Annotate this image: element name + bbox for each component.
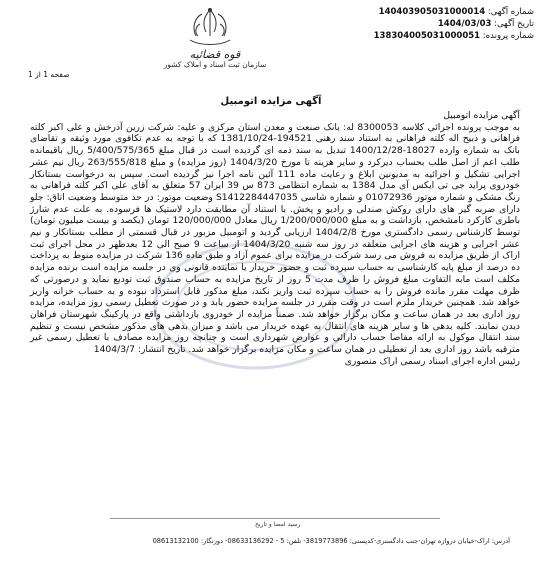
notice-date: 1404/03/03 — [437, 19, 492, 29]
notice-number-label: شماره آگهی: — [487, 7, 534, 17]
issuer-logo-text — [160, 50, 270, 70]
footer-address: آدرس: اراک-خیابان دروازه تهران-جنب دادگستری-کدپستی: 3819773896- تلفن: 5 - 08633136292- دورنگار: 08613132100 — [152, 537, 510, 545]
logo-line-1: قوه قضائیه — [189, 48, 241, 61]
notice-date-label: تاریخ آگهی: — [494, 19, 534, 29]
notice-number-row — [334, 6, 534, 18]
body-paragraph: به موجب پرونده اجرائی کلاسه 8300053 له: بانک صنعت و معدن استان مرکزی و علیه: شرکت زرین آذرخش و علی اکبر کلته فراهانی و ذبیح اله کلته فراهانی به استناد سند رهنی 194521-1381/10/24 که با توجه به عدم تکافوی مورد وثیقه و تقاضای بانک به شماره وارده 18027-1400/12/28 تبدیل به سند ذمه ای گردیده است در قبال مبلغ 5/400/575/365 ریال باقیمانده طلب اعم از اصل طلب بحساب دیرکرد و سایر هزینه تا مورخ 1404/3/20 (روز مزایده) و مبلغ 263/555/818 ریال نیم عشر اجرایی تشکیل و اجرائیه به مدیونین ابلاغ و رعایت ماده 111 آئین نامه اجرا نیز گردیده است. سپس به درخواست بستانکار خودروی پراید جی تی ایکس آی مدل 1384 به شماره انتظامی 873 س 39 ایران 57 متعلق به آقای علی اکبر کلته فراهانی به رنگ مشکی و شماره موتور 01072936 و شماره شاسی S1412284447035 وضعیت موتور: در حد متوسط وضعیت اتاق: جلو دارای ضربه گیر های دارای روکش صندلی و رادیو و پخش. با استناد آن مطابقت دارد لاستیک ها فرسوده. به علت عدم شارژ باطری کارکرد نامشخص، بازداشت و به مبلغ 1/200/000/000 ریال معادل 120/000/000 تومان (یکصد و بیست میلیون تومان) توسط کارشناس رسمی دادگستری مورخ 1404/2/8 ارزیابی گردید و اتومبیل مزبور در قبال قسمتی از مطلب بستانکار و نیم عشر اجرایی و هزینه های اجرایی متعلقه در روز سه شنبه 1404/3/20 از ساعت 9 صبح الی 12 بعدظهر در محل اجرای ثبت اراک از طریق مزایده به فروش می رسد شرکت در مزایده برای عموم آزاد و طبق ماده 136 شرکت در مزایده منوط به پرداخت ده درصد از مبلغ پایه کارشناسی به حساب سپرده ثبت و حضور خریدار یا نماینده قانونی وی در جلسه مزایده است برنده مزایده مکلف است مابه التفاوت مبلغ فروش را ظرف مدت 5 روز از تاریخ مزایده به حساب صندوق ثبت تودیع نماید و درصورتی که ظرف مهلت مقرر مانده فروش را به حساب سپرده ثبت واریز نکند، مبلغ مذکور قابل استرداد نبوده و به حساب خزانه واریز خواهد شد. همچنین خریدار ملزم است در وقت مقرر در جلسه مزایده حضور یابد و در صورت تعطیل رسمی روز مزایده، مزایده روز اداری بعد در همان ساعت و مکان برگزار خواهد شد. ضمناً مزایده از خودروی بازداشتی واقع در پارکینگ شهرستان فراهان دیدن نمایند. کلیه بدهی ها و سایر هزینه های انتقال به عهده خریدار می باشد و میزان بدهی های مذکور مشخص نیست و تنظیم سند انتقال موکول به ارائه مفاصا حساب دارائی و عوارض شهرداری است و چنانچه روز مزایده مصادف با تعطیل رسمی غیر مترقبه باشد روز اداری بعد از تعطیلی در همان ساعت و مکان مزایده برگزار خواهد شد. تاریخ انتشار: 1404/3/7 — [30, 121, 521, 356]
file-number-label: شماره پرونده: — [482, 31, 534, 41]
page-title: آگهی مزایده اتومبیل — [220, 96, 322, 107]
notice-header — [334, 6, 534, 42]
file-number-row — [334, 30, 534, 42]
signature-label: رسید امضا و تاریخ — [255, 521, 301, 528]
logo-line-2: سازمان ثبت اسناد و املاک کشور — [163, 60, 267, 69]
body-signoff: رئیس اداره اجرای اسناد رسمی اراک منصوری — [344, 355, 520, 367]
page-number: صفحه 1 از 1 — [28, 70, 70, 79]
notice-date-row — [334, 18, 534, 30]
body-heading: آگهی مزایده اتومبیل — [443, 110, 520, 121]
judiciary-emblem-icon — [182, 6, 238, 50]
signature-line — [110, 518, 440, 519]
notice-number: 140403905031000014 — [378, 7, 486, 17]
file-number: 138304005031000051 — [373, 31, 481, 41]
notice-body — [30, 110, 520, 367]
